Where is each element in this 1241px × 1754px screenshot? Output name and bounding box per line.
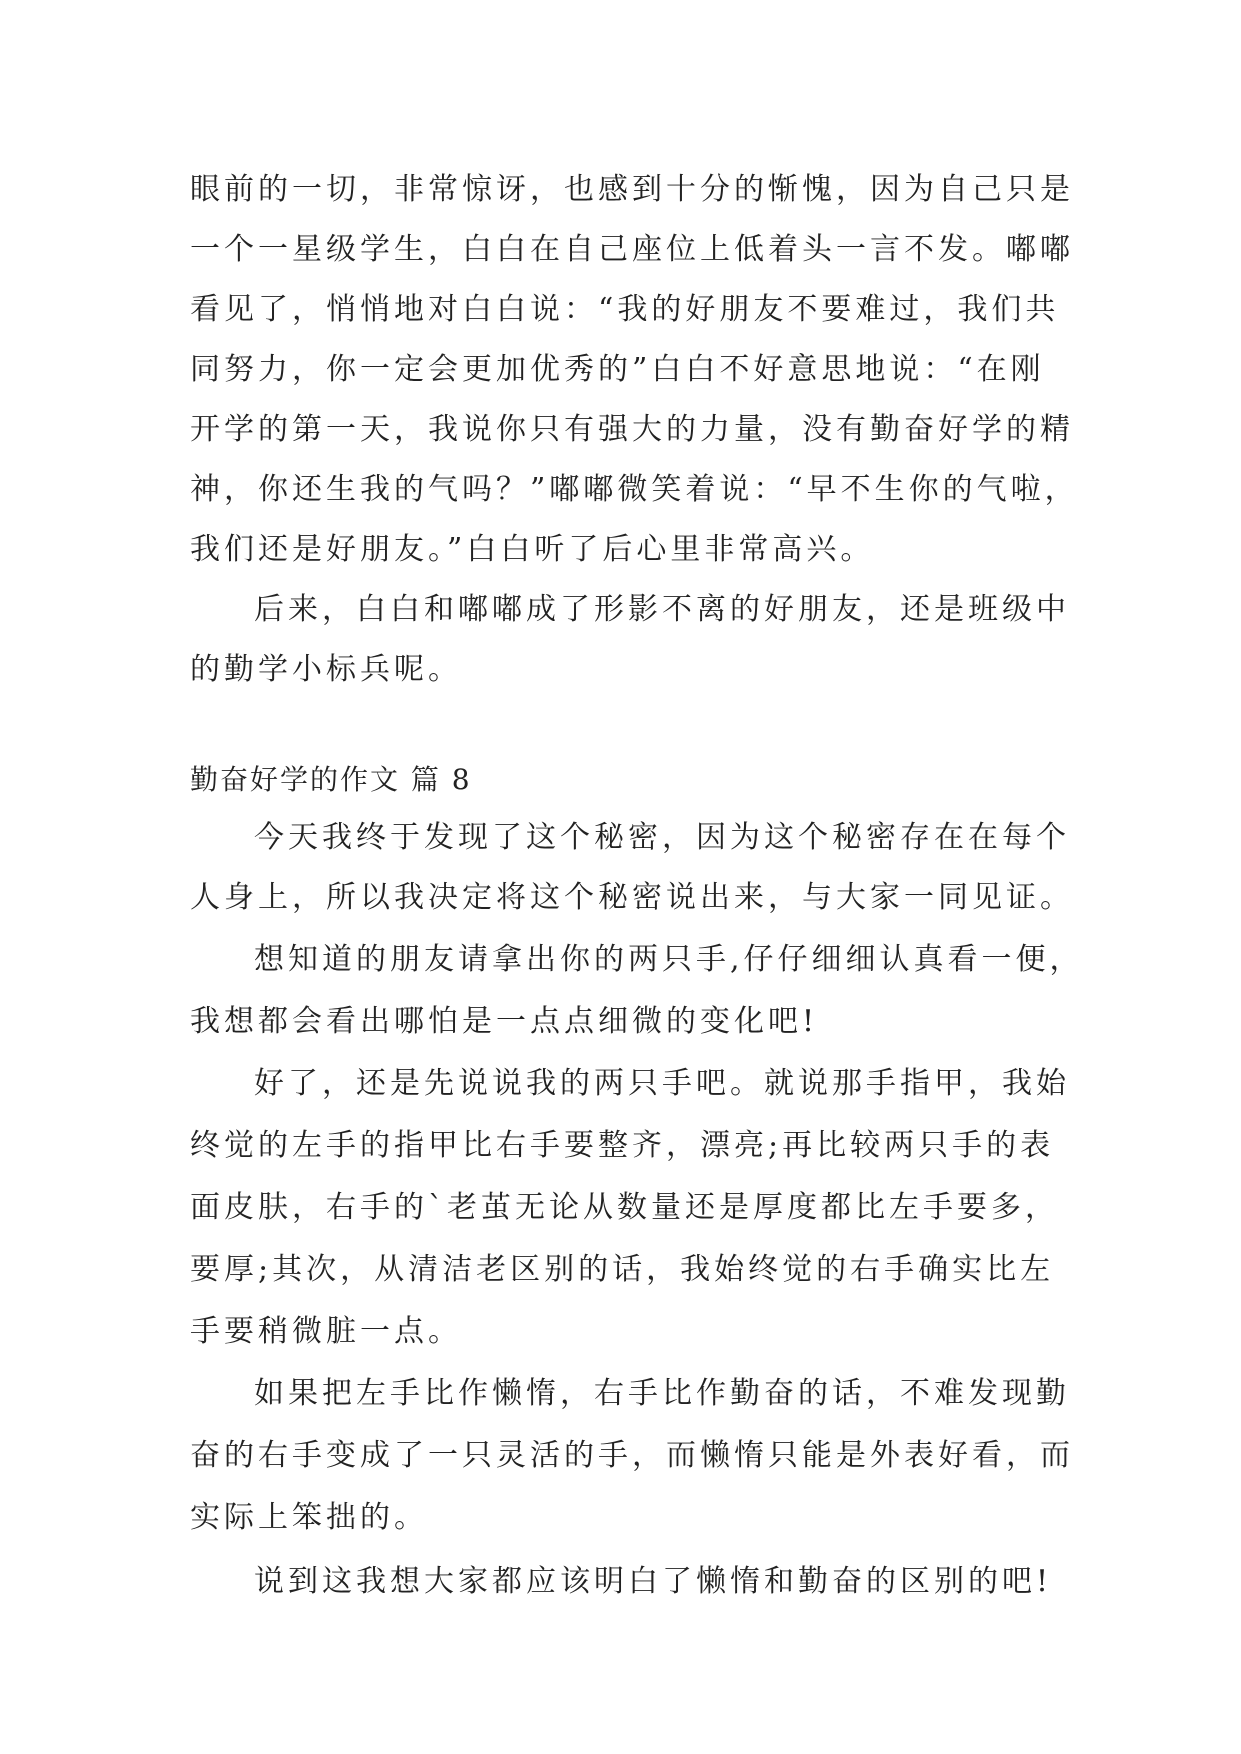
paragraph-line: 如果把左手比作懒惰，右手比作勤奋的话，不难发现勤 — [254, 1376, 1070, 1411]
paragraph-line: 实际上笨拙的。 — [190, 1500, 428, 1535]
paragraph-line: 好了，还是先说说我的两只手吧。就说那手指甲，我始 — [254, 1066, 1070, 1101]
paragraph-line: 今天我终于发现了这个秘密，因为这个秘密存在在每个 — [254, 820, 1070, 855]
paragraph-line: 人身上，所以我决定将这个秘密说出来，与大家一同见证。 — [190, 880, 1074, 915]
paragraph-line: 神，你还生我的气吗？”嘟嘟微笑着说：“早不生你的气啦， — [190, 472, 1079, 507]
paragraph-line: 开学的第一天，我说你只有强大的力量，没有勤奋好学的精 — [190, 412, 1074, 447]
paragraph-line: 面皮肤，右手的`老茧无论从数量还是厚度都比左手要多， — [190, 1190, 1059, 1225]
paragraph-line: 终觉的左手的指甲比右手要整齐，漂亮;再比较两只手的表 — [190, 1128, 1055, 1163]
paragraph-line: 一个一星级学生，白白在自己座位上低着头一言不发。嘟嘟 — [190, 232, 1074, 267]
paragraph-line: 同努力，你一定会更加优秀的”白白不好意思地说：“在刚 — [190, 352, 1045, 387]
section-heading: 勤奋好学的作文 篇 8 — [190, 763, 472, 796]
paragraph-line: 要厚;其次，从清洁老区别的话，我始终觉的右手确实比左 — [190, 1252, 1055, 1287]
paragraph-line: 想知道的朋友请拿出你的两只手,仔仔细细认真看一便， — [254, 942, 1084, 977]
paragraph-line: 说到这我想大家都应该明白了懒惰和勤奋的区别的吧! — [254, 1564, 1053, 1599]
paragraph-line: 手要稍微脏一点。 — [190, 1314, 462, 1349]
paragraph-line: 的勤学小标兵呢。 — [190, 652, 462, 687]
paragraph-line: 看见了，悄悄地对白白说：“我的好朋友不要难过，我们共 — [190, 292, 1060, 327]
paragraph-line: 奋的右手变成了一只灵活的手，而懒惰只能是外表好看，而 — [190, 1438, 1074, 1473]
paragraph-line: 我们还是好朋友。”白白听了后心里非常高兴。 — [190, 532, 875, 567]
paragraph-line: 我想都会看出哪怕是一点点细微的变化吧! — [190, 1004, 819, 1039]
paragraph-line: 后来，白白和嘟嘟成了形影不离的好朋友，还是班级中 — [254, 592, 1070, 627]
paragraph-line: 眼前的一切，非常惊讶，也感到十分的惭愧，因为自己只是 — [190, 172, 1074, 207]
